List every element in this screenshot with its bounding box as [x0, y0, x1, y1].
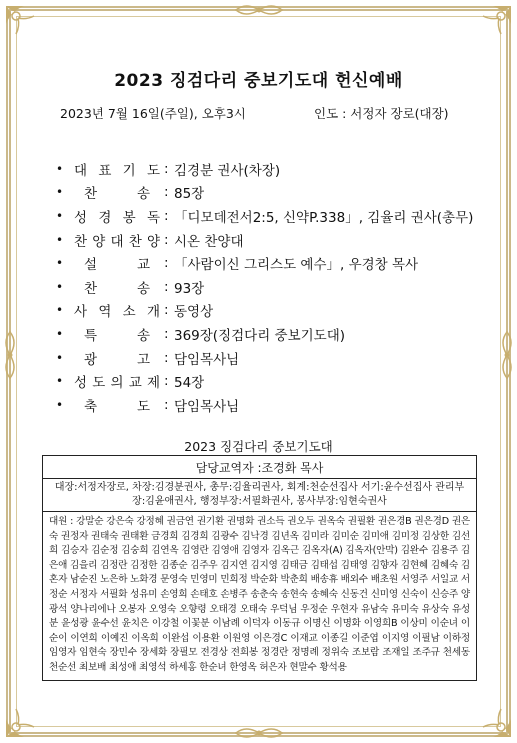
service-item-value: 동영상: [174, 304, 214, 321]
separator: :: [164, 349, 169, 366]
bullet-icon: •: [56, 208, 64, 223]
service-date: 2023년 7월 16일(주일), 오후3시: [60, 106, 246, 121]
separator: :: [164, 278, 169, 295]
corner-ornament-icon: [479, 4, 513, 38]
group-title: 2023 징검다리 중보기도대: [184, 439, 333, 454]
corner-ornament-icon: [4, 4, 38, 38]
service-item-value: 「디모데전서2:5, 신약P.338」, 김율리 권사(총무): [174, 209, 474, 226]
service-item: [56, 251, 476, 275]
pastor-in-charge: 담당교역자 :조경화 목사: [43, 456, 476, 479]
service-item: [56, 157, 476, 181]
corner-ornament-icon: [479, 705, 513, 739]
service-item-label: 성 도 의 교 제: [74, 375, 160, 392]
document-title: 2023 징검다리 중보기도대 헌신예배: [114, 71, 403, 91]
top-ornament-icon: [234, 2, 284, 18]
separator: :: [164, 396, 169, 413]
service-item-label: 찬 양 대 찬 양: [74, 233, 160, 250]
separator: :: [164, 325, 169, 342]
service-item-label: 특 송: [84, 327, 150, 344]
order-of-service-list: [56, 157, 476, 417]
service-item: [56, 299, 476, 323]
officers-list: 대장:서정자장로, 차장:김경분권사, 총무:김율리권사, 회계:천순선집사 서기:윤수선집사 관리부장:김윤애권사, 행정부장:서필화권사, 봉사부장:임현숙권사: [43, 479, 476, 512]
member-table: [42, 455, 477, 681]
service-item-label: 대 표 기 도: [74, 162, 160, 179]
service-item: [56, 275, 476, 299]
service-item: [56, 346, 476, 370]
service-item: [56, 369, 476, 393]
bullet-icon: •: [56, 326, 64, 341]
service-item-label: 사 역 소 개: [74, 304, 160, 321]
service-item-value: 담임목사님: [174, 398, 240, 415]
separator: :: [164, 207, 169, 224]
bullet-icon: •: [56, 232, 64, 247]
service-item: [56, 204, 476, 228]
separator: :: [164, 184, 169, 201]
separator: :: [164, 302, 169, 319]
service-item-label: 찬 송: [84, 280, 150, 297]
service-item-value: 85장: [174, 186, 205, 203]
service-item-value: 시온 찬양대: [174, 233, 244, 250]
right-ornament-icon: [499, 330, 515, 380]
service-item-value: 김경분 권사(차장): [174, 162, 281, 179]
service-item-label: 성 경 봉 독: [74, 209, 160, 226]
service-item: [56, 181, 476, 205]
service-item-value: 담임목사님: [174, 351, 240, 368]
separator: :: [164, 231, 169, 248]
bullet-icon: •: [56, 256, 64, 271]
bottom-ornament-icon: [234, 725, 284, 741]
corner-ornament-icon: [4, 705, 38, 739]
bullet-icon: •: [56, 374, 64, 389]
service-item: [56, 393, 476, 417]
service-item: [56, 322, 476, 346]
bullet-icon: •: [56, 350, 64, 365]
service-item: [56, 228, 476, 252]
service-item-value: 「사람이신 그리스도 예수」, 우경창 목사: [174, 257, 419, 274]
bullet-icon: •: [56, 303, 64, 318]
service-leader: 인도 : 서정자 장로(대장): [314, 106, 449, 121]
service-item-label: 찬 송: [84, 186, 150, 203]
separator: :: [164, 373, 169, 390]
service-item-value: 369장(징검다리 중보기도대): [174, 327, 346, 344]
separator: :: [164, 160, 169, 177]
service-item-value: 93장: [174, 280, 205, 297]
left-ornament-icon: [2, 330, 18, 380]
bullet-icon: •: [56, 279, 64, 294]
members-list: 대원 : 강말순 강은숙 강정혜 권금연 권기환 권명화 권소득 권오두 권옥숙 권필환 권은경B 권은경D 권은숙 권정자 권태숙 권태환 금경희 김경희 김광수 김낙경 김년옥 김미라 김미순 김미애 김미정 김상한 김선희 김승자 김순정 김숭희 김연옥 김영란 김영애 김영자 김옥근 김옥자(A) 김옥자(안막) 김완수 김용주 김은애 김을리 김정란 김정한 김종순 김주우 김지연 김지영 김태금 김태섭 김태영 김향자 김현혜 김혜숙 김혼자 남순진 노은하 노화경 문영숙 민영미 민희정 박순화 박춘희 배송휴 배외수 배초원 서영주 서일교 서정순 서정자 서필화 성유미 손영희 손태호 손병주 송춘숙 송현숙 송혜숙 신동건 신미영 신숙이 신승주 양광석 양나리에나 오봉자 오영숙 오향령 오태경 오태숙 우덕님 우정순 우현자 유남숙 유미숙 유상숙 유성분 윤성광 윤수선 윤치은 이강철 이꽃분 이남례 이덕자 이동규 이명신 이명화 이영희B 이상미 이순녀 이순이 이연희 이예진 이옥희 이완섭 이용환 이원영 이은경C 이재교 이종길 이준엽 이지영 이필남 이하정 임영자 임현숙 장민수 장세화 장필모 전경상 전희봉 정경란 정명례 정위숙 조보람 조재일 조주규 천세동 천순선 최보배 최성애 최영석 하세홍 한순녀 한영옥 허은자 현말수 황석용: [49, 516, 470, 673]
service-item-label: 설 교: [84, 257, 150, 274]
service-item-label: 광 고: [84, 351, 150, 368]
bullet-icon: •: [56, 161, 64, 176]
service-item-value: 54장: [174, 375, 205, 392]
service-item-label: 축 도: [84, 398, 150, 415]
bullet-icon: •: [56, 185, 64, 200]
separator: :: [164, 255, 169, 272]
bullet-icon: •: [56, 397, 64, 412]
